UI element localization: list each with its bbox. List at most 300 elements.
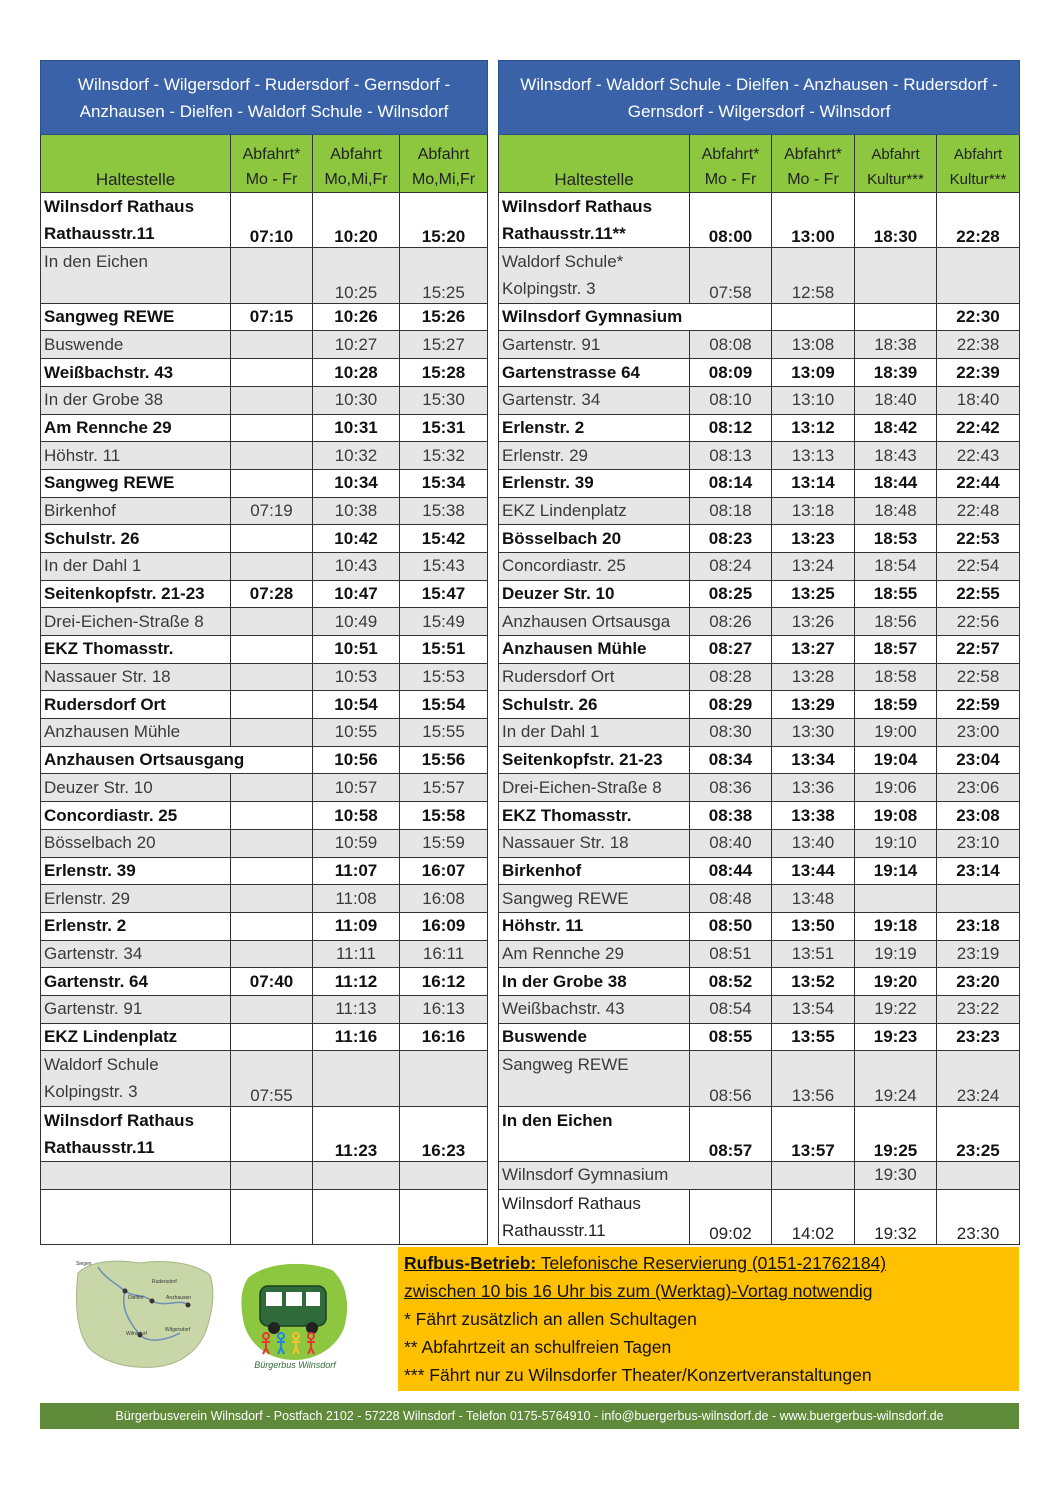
departure-time: 13:23: [772, 525, 855, 553]
stop-name: [41, 912, 231, 940]
table-row: [41, 719, 488, 747]
departure-time: 15:51: [400, 636, 488, 664]
departure-time: 10:27: [313, 331, 400, 359]
stop-name: [41, 746, 313, 774]
column-header-departure: [313, 135, 400, 193]
stop-name: [41, 829, 231, 857]
stop-name: [41, 580, 231, 608]
table-row: [499, 1106, 1020, 1161]
departure-time: 11:11: [313, 940, 400, 968]
stop-name: [499, 746, 690, 774]
footnote-double-star: ** Abfahrtzeit an schulfreien Tagen: [404, 1337, 672, 1357]
departure-time: 19:30: [855, 1162, 937, 1190]
departure-time: 22:28: [937, 193, 1020, 248]
departure-time: [772, 1162, 855, 1190]
departure-time: 08:52: [690, 968, 772, 996]
map-label: Wilnsdorf: [126, 1331, 147, 1337]
departure-time: 10:55: [313, 719, 400, 747]
departure-time: 16:11: [400, 940, 488, 968]
stop-name-line: Buswende: [502, 1027, 588, 1046]
departure-time: 19:10: [855, 829, 937, 857]
header-row: [499, 135, 1020, 193]
departure-time: 15:43: [400, 552, 488, 580]
departure-time: 10:56: [313, 746, 400, 774]
table-row: [41, 636, 488, 664]
header-text: Abfahrt: [417, 146, 470, 163]
departure-time: 15:55: [400, 719, 488, 747]
stop-name-line: Rudersdorf Ort: [502, 667, 615, 687]
stop-name: [41, 552, 231, 580]
stop-name-line: Nassauer Str. 18: [502, 833, 629, 853]
stop-name-line: Wilnsdorf Rathaus: [502, 1193, 641, 1213]
departure-time: 08:40: [690, 829, 772, 857]
header-text: Mo,Mi,Fr: [324, 171, 388, 188]
departure-time: 10:26: [313, 303, 400, 331]
departure-time: 11:12: [313, 968, 400, 996]
table-row: [41, 774, 488, 802]
table-row: [499, 497, 1020, 525]
departure-time: 13:55: [772, 1023, 855, 1051]
table-row: [499, 1162, 1020, 1190]
table-row: [41, 1023, 488, 1051]
table-row: [499, 414, 1020, 442]
departure-time: 19:32: [855, 1189, 937, 1244]
departure-time: 18:53: [855, 525, 937, 553]
departure-time: 16:08: [400, 885, 488, 913]
departure-time: [231, 774, 313, 802]
footer-bar: Bürgerbusverein Wilnsdorf - Postfach 2102 - 57228 Wilnsdorf - Telefon 0175-5764910 - info@buergerbus-wilnsdorf.de - www.buergerbus-wilnsdorf.de: [40, 1403, 1019, 1429]
stop-name: [41, 248, 231, 303]
stop-name-line: In der Grobe 38: [502, 971, 627, 991]
stop-name: [499, 691, 690, 719]
departure-time: [231, 691, 313, 719]
departure-time: 10:32: [313, 442, 400, 470]
table-row: [499, 746, 1020, 774]
departure-time: 15:34: [400, 469, 488, 497]
stop-name: [41, 1023, 231, 1051]
departure-time: 10:28: [313, 359, 400, 387]
departure-time: [231, 331, 313, 359]
stop-name-line: Wilnsdorf Gymnasium: [502, 1165, 669, 1185]
map-stop-dot: [186, 1303, 191, 1308]
stop-name-line: Drei-Eichen-Straße 8: [44, 611, 204, 631]
stop-name-line: Rathausstr.11: [502, 1220, 606, 1240]
departure-time: 15:20: [400, 193, 488, 248]
departure-time: 18:55: [855, 580, 937, 608]
column-header-departure: [400, 135, 488, 193]
header-text: Kultur***: [867, 171, 924, 188]
table-row: [499, 968, 1020, 996]
stop-name-line: Schulstr. 26: [44, 528, 140, 548]
column-header-departure: [690, 135, 772, 193]
table-row: [41, 663, 488, 691]
departure-time: 13:00: [772, 193, 855, 248]
departure-time: 22:57: [937, 636, 1020, 664]
stop-name: [41, 525, 231, 553]
column-header-departure: [772, 135, 855, 193]
stop-name: [499, 885, 690, 913]
table-row: [41, 442, 488, 470]
departure-time: 18:38: [855, 331, 937, 359]
departure-time: 10:49: [313, 608, 400, 636]
stop-name: [41, 469, 231, 497]
table-row: [499, 469, 1020, 497]
stop-name: [499, 331, 690, 359]
stop-name-line: Wilnsdorf Rathaus: [44, 197, 195, 216]
stop-name: [499, 857, 690, 885]
map-stop-dot: [123, 1289, 128, 1294]
stop-name: [499, 774, 690, 802]
departure-time: 10:25: [313, 248, 400, 303]
stop-name-line: EKZ Lindenplatz: [44, 1027, 178, 1046]
departure-time: 07:19: [231, 497, 313, 525]
table-row: [41, 1106, 488, 1161]
table-row: [41, 885, 488, 913]
departure-time: [231, 608, 313, 636]
departure-time: 10:53: [313, 663, 400, 691]
stop-name: [41, 691, 231, 719]
departure-time: [231, 912, 313, 940]
departure-time: [855, 885, 937, 913]
stop-name: [499, 802, 690, 830]
departure-time: [231, 802, 313, 830]
stop-name-line: Wilnsdorf Rathaus: [502, 197, 653, 216]
departure-time: [772, 303, 855, 331]
departure-time: 19:08: [855, 802, 937, 830]
departure-time: 08:56: [690, 1051, 772, 1106]
header-text: Abfahrt: [330, 146, 382, 163]
departure-time: [231, 719, 313, 747]
departure-time: 08:51: [690, 940, 772, 968]
departure-time: 18:59: [855, 691, 937, 719]
departure-time: 19:19: [855, 940, 937, 968]
departure-time: [400, 1189, 488, 1244]
stop-name-line: Buswende: [44, 334, 124, 354]
stop-name-line: Drei-Eichen-Straße 8: [502, 777, 662, 797]
departure-time: 19:24: [855, 1051, 937, 1106]
departure-time: [231, 663, 313, 691]
departure-time: 19:22: [855, 995, 937, 1023]
stop-name-line: Weißbachstr. 43: [502, 999, 625, 1019]
table-row: [499, 193, 1020, 248]
table-row: [499, 248, 1020, 303]
header-text: Kultur***: [949, 171, 1007, 188]
footnote-triple-star: *** Fährt nur zu Wilnsdorfer Theater/Konzertveranstaltungen: [404, 1365, 872, 1385]
stop-name: [499, 386, 690, 414]
departure-time: 08:50: [690, 912, 772, 940]
departure-time: 11:09: [313, 912, 400, 940]
stop-name: [499, 1023, 690, 1051]
departure-time: 10:57: [313, 774, 400, 802]
departure-time: 22:56: [937, 608, 1020, 636]
stop-name-line: Höhstr. 11: [44, 445, 121, 465]
departure-time: 08:55: [690, 1023, 772, 1051]
stop-name: [499, 719, 690, 747]
departure-time: 10:30: [313, 386, 400, 414]
departure-time: 13:56: [772, 1051, 855, 1106]
map-region-shape: [77, 1261, 213, 1367]
map-label: Wilgersdorf: [165, 1327, 191, 1333]
stop-name-line: Am Rennche 29: [502, 943, 624, 963]
footnote-single-star: * Fährt zusätzlich an allen Schultagen: [404, 1309, 697, 1329]
table-row: [499, 359, 1020, 387]
table-row: [41, 248, 488, 303]
departure-time: 18:57: [855, 636, 937, 664]
departure-time: 08:28: [690, 663, 772, 691]
departure-time: [231, 1189, 313, 1244]
departure-time: 07:15: [231, 303, 313, 331]
departure-time: 08:36: [690, 774, 772, 802]
departure-time: 15:58: [400, 802, 488, 830]
table-row: [499, 525, 1020, 553]
departure-time: 18:58: [855, 663, 937, 691]
departure-time: 15:47: [400, 580, 488, 608]
table-row: [41, 331, 488, 359]
departure-time: 10:20: [313, 193, 400, 248]
stop-name-line: Gartenstr. 91: [44, 999, 143, 1019]
stop-name: [499, 248, 690, 303]
departure-time: 13:24: [772, 552, 855, 580]
stop-name-line: Kolpingstr. 3: [502, 279, 596, 299]
departure-time: 11:13: [313, 995, 400, 1023]
departure-time: 22:39: [937, 359, 1020, 387]
stop-name-line: Rathausstr.11**: [502, 224, 626, 243]
title-row: [499, 61, 1020, 135]
departure-time: 10:54: [313, 691, 400, 719]
departure-time: 08:57: [690, 1106, 772, 1161]
stop-name: [41, 719, 231, 747]
stop-name: [41, 663, 231, 691]
column-header-departure: [231, 135, 313, 193]
departure-time: [231, 469, 313, 497]
departure-time: [231, 636, 313, 664]
stop-name: [41, 386, 231, 414]
stop-name: [41, 359, 231, 387]
table-row: [41, 525, 488, 553]
departure-time: 16:07: [400, 857, 488, 885]
stop-name-line: Gartenstr. 34: [502, 390, 601, 410]
header-text: Abfahrt: [871, 146, 920, 163]
departure-time: 10:59: [313, 829, 400, 857]
header-text: Abfahrt: [953, 146, 1003, 163]
departure-time: [313, 1162, 400, 1190]
stop-name: [41, 442, 231, 470]
departure-time: [231, 359, 313, 387]
departure-time: 10:34: [313, 469, 400, 497]
departure-time: [855, 248, 937, 303]
stop-name-line: Sangweg REWE: [502, 888, 629, 908]
departure-time: 19:06: [855, 774, 937, 802]
header-text: Haltestelle: [554, 170, 634, 189]
departure-time: 15:30: [400, 386, 488, 414]
table-row: [41, 746, 488, 774]
stop-name-line: Erlenstr. 39: [44, 860, 136, 880]
timetable-outbound: [40, 60, 488, 1245]
stop-name-line: In der Dahl 1: [44, 556, 142, 576]
stop-name-line: Deuzer Str. 10: [502, 584, 615, 603]
stop-name-line: Gartenstr. 34: [44, 943, 143, 963]
stop-name-line: Schulstr. 26: [502, 694, 598, 714]
route-title: Wilnsdorf - Waldorf Schule - Dielfen - Anzhausen - Rudersdorf - Gernsdorf - Wilgersdorf - Wilnsdorf: [499, 61, 1020, 135]
departure-time: 13:10: [772, 386, 855, 414]
logo-text: Bürgerbus Wilnsdorf: [254, 1360, 336, 1370]
departure-time: 15:54: [400, 691, 488, 719]
stop-name-line: Waldorf Schule*: [502, 252, 624, 272]
departure-time: 16:23: [400, 1106, 488, 1161]
departure-time: 23:25: [937, 1106, 1020, 1161]
departure-time: 23:08: [937, 802, 1020, 830]
departure-time: 22:38: [937, 331, 1020, 359]
stop-name-line: Gartenstrasse 64: [502, 362, 640, 382]
table-row: [41, 552, 488, 580]
table-row: [499, 719, 1020, 747]
stop-name: [41, 774, 231, 802]
departure-time: [231, 525, 313, 553]
departure-time: 15:28: [400, 359, 488, 387]
stop-name: [499, 1162, 772, 1190]
table-row: [41, 857, 488, 885]
departure-time: 13:30: [772, 719, 855, 747]
stop-name: [499, 1106, 690, 1161]
departure-time: 22:55: [937, 580, 1020, 608]
stop-name: [41, 857, 231, 885]
table-row: [499, 331, 1020, 359]
table-row: [499, 995, 1020, 1023]
departure-time: 08:44: [690, 857, 772, 885]
stop-name: [499, 552, 690, 580]
header-text: Mo - Fr: [787, 171, 839, 188]
stop-name-line: Rathausstr.11: [44, 224, 155, 243]
header-text: Abfahrt*: [784, 146, 842, 163]
departure-time: 08:14: [690, 469, 772, 497]
departure-time: 08:38: [690, 802, 772, 830]
departure-time: 23:19: [937, 940, 1020, 968]
stop-name-line: Erlenstr. 29: [44, 888, 130, 908]
table-row: [41, 608, 488, 636]
map-label: Dielfen: [128, 1295, 144, 1301]
departure-time: 07:28: [231, 580, 313, 608]
stop-name-line: Bösselbach 20: [44, 833, 156, 853]
departure-time: 23:24: [937, 1051, 1020, 1106]
stop-name-line: Bösselbach 20: [502, 528, 622, 548]
departure-time: 12:58: [772, 248, 855, 303]
table-row: [41, 497, 488, 525]
stop-name: [41, 303, 231, 331]
departure-time: [231, 940, 313, 968]
stop-name-line: Höhstr. 11: [502, 916, 584, 936]
stop-name-line: Erlenstr. 29: [502, 445, 588, 465]
departure-time: 13:34: [772, 746, 855, 774]
stop-name: [41, 1106, 231, 1161]
column-header-departure: [937, 135, 1020, 193]
stop-name-line: In der Grobe 38: [44, 390, 164, 410]
departure-time: 10:42: [313, 525, 400, 553]
departure-time: 15:25: [400, 248, 488, 303]
stop-name-line: Concordiastr. 25: [502, 556, 626, 576]
departure-time: [231, 1023, 313, 1051]
departure-time: 13:48: [772, 885, 855, 913]
stop-name: [41, 608, 231, 636]
table-row: [499, 580, 1020, 608]
departure-time: [231, 414, 313, 442]
departure-time: 13:44: [772, 857, 855, 885]
route-title: Wilnsdorf - Wilgersdorf - Rudersdorf - Gernsdorf - Anzhausen - Dielfen - Waldorf Schule - Wilnsdorf: [41, 61, 488, 135]
departure-time: 10:43: [313, 552, 400, 580]
departure-time: 23:20: [937, 968, 1020, 996]
table-row: [41, 303, 488, 331]
departure-time: 22:58: [937, 663, 1020, 691]
stop-name: [499, 636, 690, 664]
stop-name: [499, 497, 690, 525]
stop-name-line: Anzhausen Ortsausga: [502, 611, 671, 631]
route-map-image: [70, 1253, 220, 1371]
departure-time: 09:02: [690, 1189, 772, 1244]
stop-name: [499, 525, 690, 553]
rufbus-phone-text[interactable]: Telefonische Reservierung (0151-21762184): [536, 1253, 887, 1273]
departure-time: 15:53: [400, 663, 488, 691]
stop-name-line: Anzhausen Mühle: [44, 722, 181, 742]
departure-time: 13:25: [772, 580, 855, 608]
table-row: [499, 608, 1020, 636]
stop-name-line: Sangweg REWE: [502, 1055, 629, 1075]
departure-time: [231, 442, 313, 470]
departure-time: 18:43: [855, 442, 937, 470]
departure-time: [937, 248, 1020, 303]
departure-time: 07:40: [231, 968, 313, 996]
departure-time: 19:00: [855, 719, 937, 747]
table-row: [499, 1189, 1020, 1244]
departure-time: 18:48: [855, 497, 937, 525]
stop-name-line: EKZ Thomasstr.: [44, 639, 174, 659]
header-row: [41, 135, 488, 193]
departure-time: 08:10: [690, 386, 772, 414]
departure-time: 19:18: [855, 912, 937, 940]
stop-name-line: Anzhausen Mühle: [502, 639, 647, 659]
table-row: [499, 386, 1020, 414]
departure-time: 08:08: [690, 331, 772, 359]
departure-time: 10:51: [313, 636, 400, 664]
stop-name-line: Erlenstr. 2: [502, 417, 585, 437]
departure-time: 15:38: [400, 497, 488, 525]
table-row: [41, 386, 488, 414]
stop-name: [41, 193, 231, 248]
stop-name: [499, 968, 690, 996]
departure-time: 18:40: [937, 386, 1020, 414]
stop-name-line: Birkenhof: [44, 500, 116, 520]
departure-time: 15:27: [400, 331, 488, 359]
table-row: [41, 1051, 488, 1106]
departure-time: 18:39: [855, 359, 937, 387]
stop-name-line: Am Rennche 29: [44, 417, 172, 437]
departure-time: 15:42: [400, 525, 488, 553]
departure-time: 18:44: [855, 469, 937, 497]
table-row: [499, 940, 1020, 968]
departure-time: 13:50: [772, 912, 855, 940]
table-row: [41, 1162, 488, 1190]
map-label: Anzhausen: [166, 1295, 192, 1301]
header-text: Mo - Fr: [245, 171, 298, 188]
departure-time: 23:00: [937, 719, 1020, 747]
stop-name: [499, 469, 690, 497]
departure-time: 23:10: [937, 829, 1020, 857]
departure-time: [231, 995, 313, 1023]
departure-time: [231, 1106, 313, 1161]
table-row: [41, 469, 488, 497]
departure-time: 13:18: [772, 497, 855, 525]
departure-time: 08:27: [690, 636, 772, 664]
departure-time: 08:26: [690, 608, 772, 636]
stop-name-line: Weißbachstr. 43: [44, 362, 174, 382]
